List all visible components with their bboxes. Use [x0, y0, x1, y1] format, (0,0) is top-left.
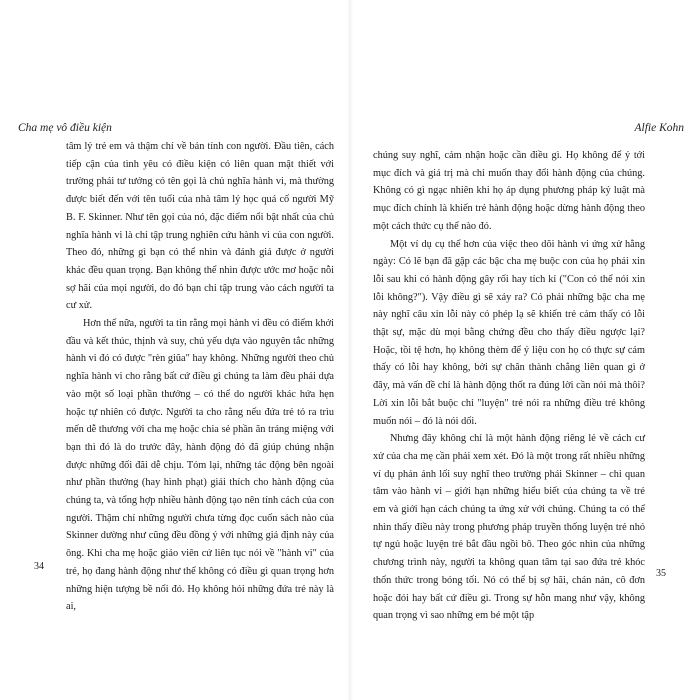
right-paragraph-1: chúng suy nghĩ, cảm nhận hoặc cần điều gì. Họ không để ý tới mục đích và giá trị mà chỉ muốn thay đổi hành động của chúng. Không có gì ngạc nhiên khi họ áp dụng phương pháp kỷ luật mà mục đích chính là khiến trẻ hành động hoặc dừng hành động theo một cách thức cụ thể nào đó. — [373, 150, 645, 232]
right-paragraph-3: Nhưng đây không chỉ là một hành động riêng lẻ về cách cư xử của cha mẹ cần phải xem xét. Đó là một trong rất nhiều những ví dụ phản ánh lối suy nghĩ theo trường phái Skinner – chỉ quan tâm vào hành vi – giới hạn những hiểu biết của chúng ta về trẻ em và giới hạn cách chúng ta ứng xử với chúng. Chúng ta có thể nhìn thấy điều này trong phương pháp truyền thống luyện trẻ nhỏ tự ngủ hoặc luyện trẻ bắt đầu ngồi bô. Theo góc nhìn của những chương trình này, người ta không quan tâm tại sao đứa trẻ khóc thổn thức trong bóng tối. Nó có thể bị sợ hãi, chán nản, cô đơn hoặc đói hay bất cứ điều gì. Trong sự hỗn mang như vậy, không quan trọng vì sao những em bé một tập — [373, 433, 645, 622]
left-paragraph-2: Hơn thế nữa, người ta tin rằng mọi hành vi đều có điểm khởi đầu và kết thúc, thịnh và suy, chủ yếu dựa vào nguyên tắc những hành vi đó có được "rèn giũa" hay không. Những người theo chủ nghĩa hành vi cho rằng bất cứ điều gì chúng ta làm đều phải dựa vào một số loại phần thưởng – có thể do người khác hứa hẹn hoặc tự nhiên có được. Người ta cho rằng nếu đứa trẻ tỏ ra trìu mến dễ thương với cha mẹ hoặc chia sẻ phần ăn tráng miệng với bạn thì đó là do trước đây, hành động đó đã giúp chúng nhận được những đối đãi dễ chịu. Tóm lại, những tác động bên ngoài như phần thưởng (hay hình phạt) giải thích cho hành động của chúng ta, và tổng hợp nhiều hành động tạo nên tính cách của con người. Thậm chí những người chưa từng đọc cuốn sách nào của Skinner dường như cũng đều đồng ý với những giả định này của ông. Khi cha mẹ hoặc giáo viên cứ liên tục nói về "hành vi" của trẻ, họ đang hành động như thể không có điều gì quan trọng hơn những hiện tượng bề nổi đó. Họ không hỏi những đứa trẻ này là ai, — [66, 318, 334, 613]
left-page-body — [66, 138, 334, 616]
left-running-head: Cha mẹ vô điều kiện — [18, 122, 112, 134]
right-page-body — [373, 147, 645, 625]
right-running-head: Alfie Kohn — [634, 122, 684, 134]
right-page-number: 35 — [656, 568, 666, 579]
right-page — [350, 0, 700, 700]
left-paragraph-1: tâm lý trẻ em và thậm chí về bản tính con người. Đầu tiên, cách tiếp cận của tình yêu có điều kiện có liên quan mật thiết với trường phái tư tưởng có tên gọi là chủ nghĩa hành vi, mà thường được biết đến với tên tuổi của nhà tâm lý học quá cố người Mỹ B. F. Skinner. Như tên gọi của nó, đặc điểm nổi bật nhất của chủ nghĩa hành vi là chỉ tập trung nghiên cứu hành vi của con người. Theo đó, những gì bạn có thể nhìn và đánh giá được ở người khác đều quan trọng. Bạn không thể nhìn được ước mơ hoặc nỗi sợ hãi của mọi người, do đó bạn chỉ tập trung vào cách người ta cư xử. — [66, 141, 334, 312]
left-page-number: 34 — [34, 561, 44, 572]
right-paragraph-2: Một ví dụ cụ thể hơn của việc theo dõi hành vi ứng xử hằng ngày: Có lẽ bạn đã gặp các bậc cha mẹ buộc con của họ phải xin lỗi sau khi có hành động gây rối hay tích kỉ ("Con có thể nói xin lỗi không?"). Vậy điều gì sẽ xảy ra? Có phải những bậc cha mẹ này nghĩ câu xin lỗi này có phép lạ sẽ khiến trẻ cảm thấy có lỗi thật sự, mặc dù mọi bằng chứng đều cho thấy điều ngược lại? Hoặc, tồi tệ hơn, họ không thèm để ý liệu con họ có thực sự cảm thấy có lỗi hay không, bởi sự chân thành chẳng liên quan gì ở đây, mà vấn đề chỉ là hành động thốt ra đúng lời cần nói mà thôi? Lời xin lỗi bắt buộc chỉ "luyện" trẻ nói ra những điều trẻ không muốn nói – đó là nói dối. — [373, 238, 645, 427]
